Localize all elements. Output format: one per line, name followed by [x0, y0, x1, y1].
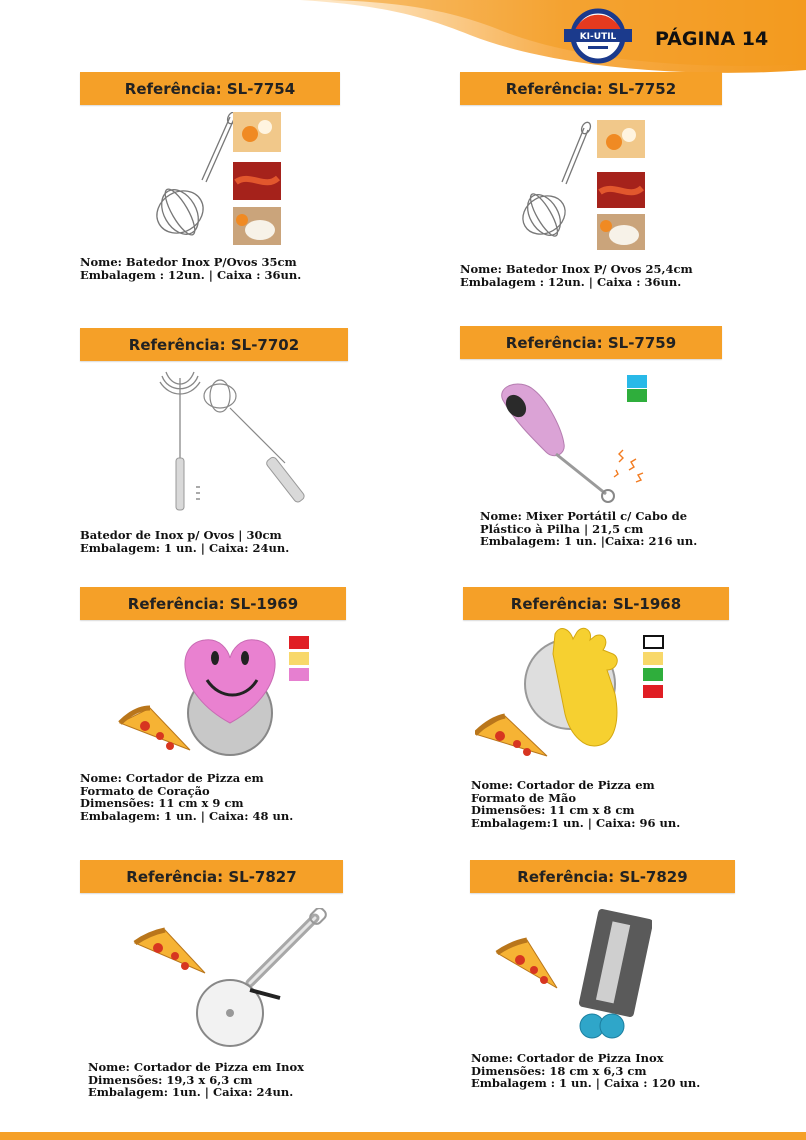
product-description-sl-1969: [80, 772, 293, 822]
description-line: Plástico à Pilha | 21,5 cm: [480, 521, 644, 536]
reference-label: Referência: SL-1968: [510, 594, 682, 613]
color-swatch-white: [643, 635, 664, 649]
color-swatch-blue: [627, 375, 647, 388]
description-line: Embalagem: 1 un. | Caixa: 24un.: [80, 540, 290, 555]
color-swatch-pink: [289, 668, 309, 681]
description-line: Dimensões: 19,3 x 6,3 cm: [88, 1072, 253, 1087]
product-description-sl-7829: [471, 1052, 700, 1090]
reference-label: Referência: SL-7827: [126, 867, 297, 886]
description-line: Embalagem : 12un. | Caixa : 36un.: [80, 267, 302, 282]
reference-bar-sl-7827: [80, 860, 343, 893]
product-description-sl-7754: [80, 256, 301, 281]
description-line: Embalagem: 1 un. | Caixa: 48 un.: [80, 808, 294, 823]
heart-pizza-cutter-icon: [115, 628, 290, 763]
description-line: Formato de Mão: [471, 790, 577, 805]
reference-label: Referência: SL-7754: [124, 79, 296, 98]
brand-logo: [562, 8, 634, 64]
reference-bar-sl-7752: [460, 72, 722, 105]
color-swatch-red: [643, 685, 663, 698]
description-line: Nome: Cortador de Pizza Inox: [471, 1051, 664, 1065]
description-line: Nome: Cortador de Pizza em: [80, 771, 264, 785]
reference-bar-sl-7829: [470, 860, 735, 893]
spring-whisk-icon: [150, 368, 335, 518]
logo-text: KI-UTIL: [579, 32, 617, 42]
description-line: Dimensões: 11 cm x 8 cm: [471, 803, 635, 817]
reference-bar-sl-1968: [463, 587, 729, 620]
description-line: Dimensões: 18 cm x 6,3 cm: [471, 1063, 647, 1078]
description-line: Nome: Mixer Portátil c/ Cabo de: [480, 509, 688, 523]
footer-bar: [0, 1132, 806, 1140]
description-line: Embalagem : 12un. | Caixa : 36un.: [460, 274, 682, 289]
reference-bar-sl-7759: [460, 326, 722, 359]
steel-pizza-cutter-icon: [130, 908, 335, 1048]
hand-pizza-cutter-icon: [475, 624, 645, 764]
reference-label: Referência: SL-1969: [127, 594, 299, 613]
reference-label: Referência: SL-7829: [517, 867, 688, 886]
description-line: Nome: Cortador de Pizza em: [471, 778, 655, 792]
description-line: Embalagem: 1 un. |Caixa: 216 un.: [480, 534, 698, 548]
color-swatch-yellow: [289, 652, 309, 665]
product-description-sl-1968: [471, 779, 680, 829]
description-line: Embalagem: 1un. | Caixa: 24un.: [88, 1085, 294, 1099]
description-line: Batedor de Inox p/ Ovos | 30cm: [80, 528, 282, 542]
reference-label: Referência: SL-7752: [505, 79, 677, 98]
product-description-sl-7759: [480, 510, 697, 548]
reference-bar-sl-1969: [80, 587, 346, 620]
color-swatch-green: [627, 389, 647, 402]
packaged-pizza-cutter-icon: [492, 908, 652, 1043]
color-swatch-yellow: [643, 652, 663, 665]
product-description-sl-7752: [460, 263, 693, 288]
color-swatch-red: [289, 636, 309, 649]
color-swatch-green: [643, 668, 663, 681]
description-line: Nome: Batedor Inox P/ Ovos 25,4cm: [460, 262, 693, 276]
description-line: Nome: Batedor Inox P/Ovos 35cm: [80, 255, 297, 269]
page-number: PÁGINA 14: [655, 28, 769, 50]
description-line: Dimensões: 11 cm x 9 cm: [80, 796, 244, 810]
whisk-icon: [518, 120, 648, 250]
reference-bar-sl-7702: [80, 328, 348, 361]
description-line: Embalagem : 1 un. | Caixa : 120 un.: [471, 1076, 701, 1090]
description-line: Formato de Coração: [80, 783, 210, 798]
reference-label: Referência: SL-7759: [505, 333, 677, 352]
reference-bar-sl-7754: [80, 72, 340, 105]
reference-label: Referência: SL-7702: [128, 335, 300, 354]
description-line: Embalagem:1 un. | Caixa: 96 un.: [471, 815, 681, 830]
product-description-sl-7702: [80, 529, 289, 554]
description-line: Nome: Cortador de Pizza em Inox: [88, 1060, 304, 1074]
product-description-sl-7827: [88, 1061, 304, 1099]
whisk-icon: [150, 112, 285, 247]
